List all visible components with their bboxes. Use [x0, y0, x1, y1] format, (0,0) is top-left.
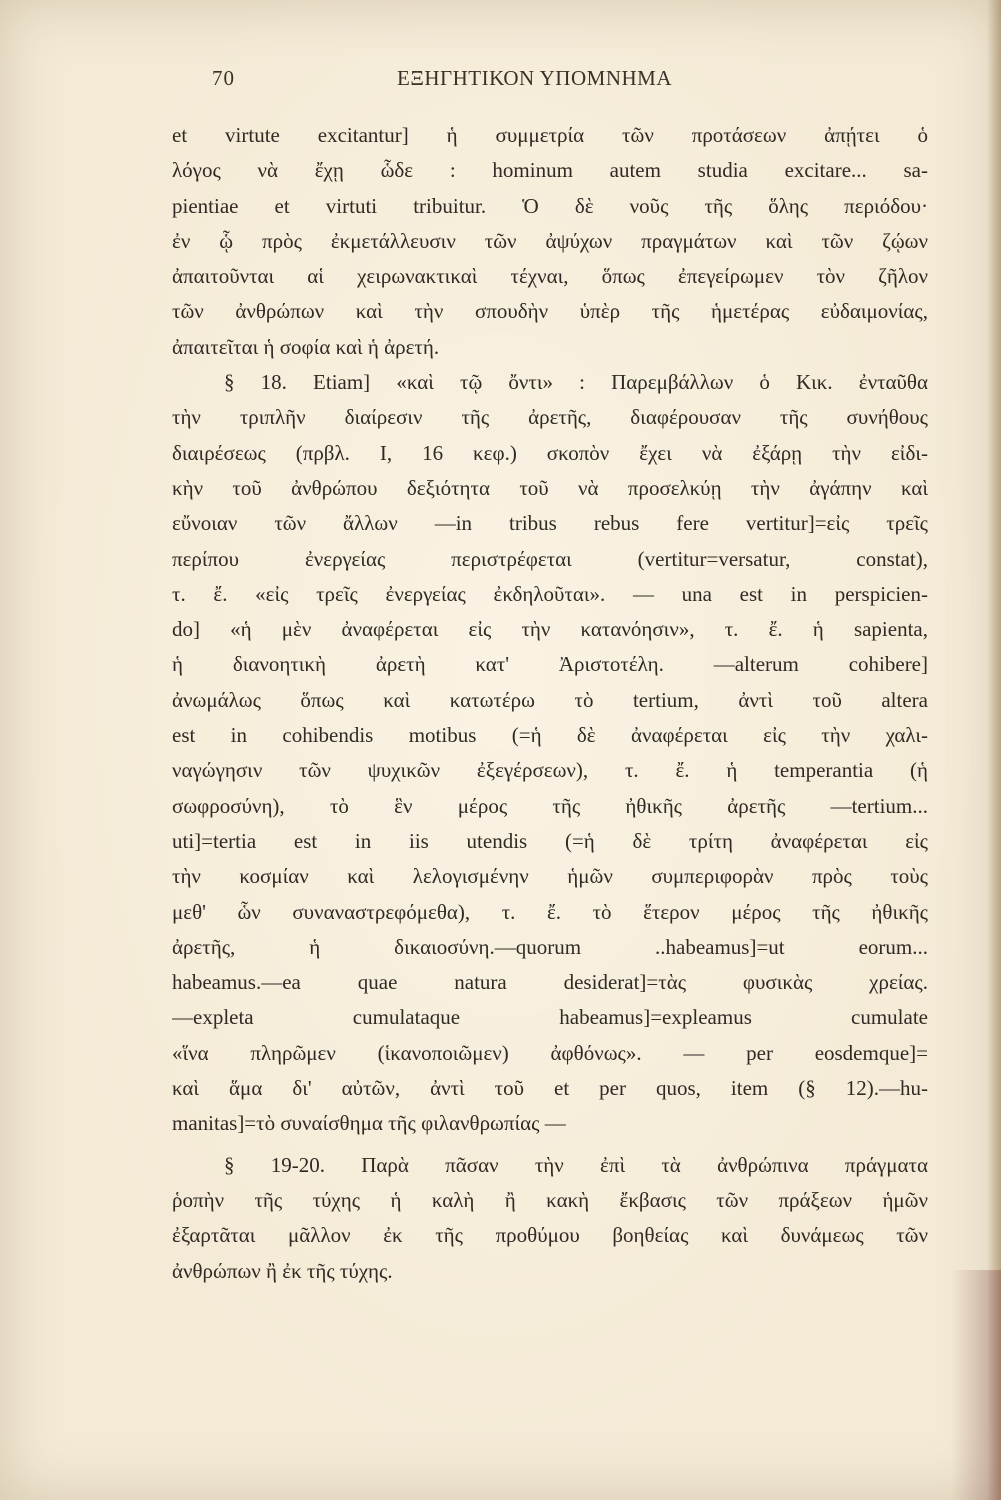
text-line: διαιρέσεως (πρβλ. Ι, 16 κεφ.) σκοπὸν ἔχει νὰ ἐξάρῃ τὴν εἰδι-	[172, 440, 928, 465]
page-corner-stain	[951, 1270, 1001, 1500]
text-line: ἀπαιτεῖται ἡ σοφία καὶ ἡ ἀρετή.	[172, 334, 440, 359]
text-line: τὴν κοσμίαν καὶ λελογισμένην ἡμῶν συμπεριφορὰν πρὸς τοὺς	[172, 864, 928, 889]
text-line: do] «ἡ μὲν ἀναφέρεται εἰς τὴν κατανόησιν», τ. ἔ. ἡ sapienta,	[172, 617, 928, 642]
text-line: καὶ ἅμα δι' αὐτῶν, ἀντὶ τοῦ et per quos, item (§ 12).—hu-	[172, 1076, 928, 1101]
text-line: ἀπαιτοῦνται αἱ χειρωνακτικαὶ τέχναι, ὅπως ἐπεγείρωμεν τὸν ζῆλον	[172, 264, 928, 289]
text-line: λόγος νὰ ἔχῃ ὧδε : hominum autem studia excitare... sa-	[172, 158, 928, 183]
text-line: est in cohibendis motibus (=ἡ δὲ ἀναφέρεται εἰς τὴν χαλι-	[172, 723, 928, 748]
text-line: ἐν ᾧ πρὸς ἐκμετάλλευσιν τῶν ἀψύχων πραγμάτων καὶ τῶν ζῴων	[172, 228, 928, 253]
text-line: ἀνωμάλως ὅπως καὶ κατωτέρω τὸ tertium, ἀντὶ τοῦ altera	[172, 687, 928, 712]
text-line: κὴν τοῦ ἀνθρώπου δεξιότητα τοῦ νὰ προσελκύῃ τὴν ἀγάπην καὶ	[172, 475, 928, 500]
page-number: 70	[212, 66, 235, 90]
text-line: pientiae et virtuti tribuitur. Ὁ δὲ νοῦς τῆς ὅλης περιόδου·	[172, 193, 928, 218]
text-line: et virtute excitantur] ἡ συμμετρία τῶν προτάσεων ἀπῄτει ὁ	[172, 123, 928, 147]
text-line: τῶν ἀνθρώπων καὶ τὴν σπουδὴν ὑπὲρ τῆς ἡμετέρας εὐδαιμονίας,	[172, 299, 928, 324]
text-line: manitas]=τὸ συναίσθημα τῆς φιλανθρωπίας —	[172, 1111, 566, 1136]
running-title: ΕΞΗΓΗΤΙΚΟΝ ΥΠΟΜΝΗΜΑ	[397, 66, 672, 90]
text-line: σωφροσύνη), τὸ ἓν μέρος τῆς ἠθικῆς ἀρετῆς —tertium...	[172, 793, 928, 818]
text-line: περίπου ἐνεργείας περιστρέφεται (vertitur=versatur, constat),	[172, 546, 928, 571]
text-line: ἡ διανοητικὴ ἀρετὴ κατ' Ἀριστοτέλη. —alterum cohibere]	[172, 652, 928, 677]
section-18-start: § 18. Etiam] «καὶ τῷ ὄντι» : Παρεμβάλλων ὁ Κικ. ἐνταῦθα	[224, 370, 928, 395]
text-line: ναγώγησιν τῶν ψυχικῶν ἐξεγέρσεων), τ. ἔ. ἡ temperantia (ἡ	[172, 758, 928, 783]
text-line: τὴν τριπλῆν διαίρεσιν τῆς ἀρετῆς, διαφέρουσαν τῆς συνήθους	[172, 405, 928, 430]
running-head	[212, 66, 732, 96]
text-line: ἐξαρτᾶται μᾶλλον ἐκ τῆς προθύμου βοηθείας καὶ δυνάμεως τῶν	[172, 1223, 928, 1248]
body-text	[172, 118, 928, 1289]
text-line: habeamus.—ea quae natura desiderat]=τὰς φυσικὰς χρείας.	[172, 970, 928, 995]
text-line: τ. ἔ. «εἰς τρεῖς ἐνεργείας ἐκδηλοῦται». — una est in perspicien-	[172, 581, 928, 606]
text-line: —expleta cumulataque habeamus]=expleamus cumulate	[172, 1005, 928, 1030]
text-line: μεθ' ὧν συναναστρεφόμεθα), τ. ἔ. τὸ ἕτερον μέρος τῆς ἠθικῆς	[172, 899, 928, 924]
text-line: ῥοπὴν τῆς τύχης ἡ καλὴ ἢ κακὴ ἔκβασις τῶν πράξεων ἡμῶν	[172, 1187, 928, 1212]
text-line: ἀνθρώπων ἢ ἐκ τῆς τύχης.	[172, 1258, 393, 1283]
text-line: uti]=tertia est in iis utendis (=ἡ δὲ τρίτη ἀναφέρεται εἰς	[172, 828, 928, 853]
text-line: εὔνοιαν τῶν ἄλλων —in tribus rebus fere vertitur]=εἰς τρεῖς	[172, 511, 928, 536]
section-19-20-start: § 19-20. Παρὰ πᾶσαν τὴν ἐπὶ τὰ ἀνθρώπινα πράγματα	[224, 1152, 928, 1177]
text-line: ἀρετῆς, ἡ δικαιοσύνη.—quorum ..habeamus]=ut eorum...	[172, 934, 928, 959]
text-line: «ἵνα πληρῶμεν (ἱκανοποιῶμεν) ἀφθόνως». — per eosdemque]=	[172, 1040, 928, 1065]
